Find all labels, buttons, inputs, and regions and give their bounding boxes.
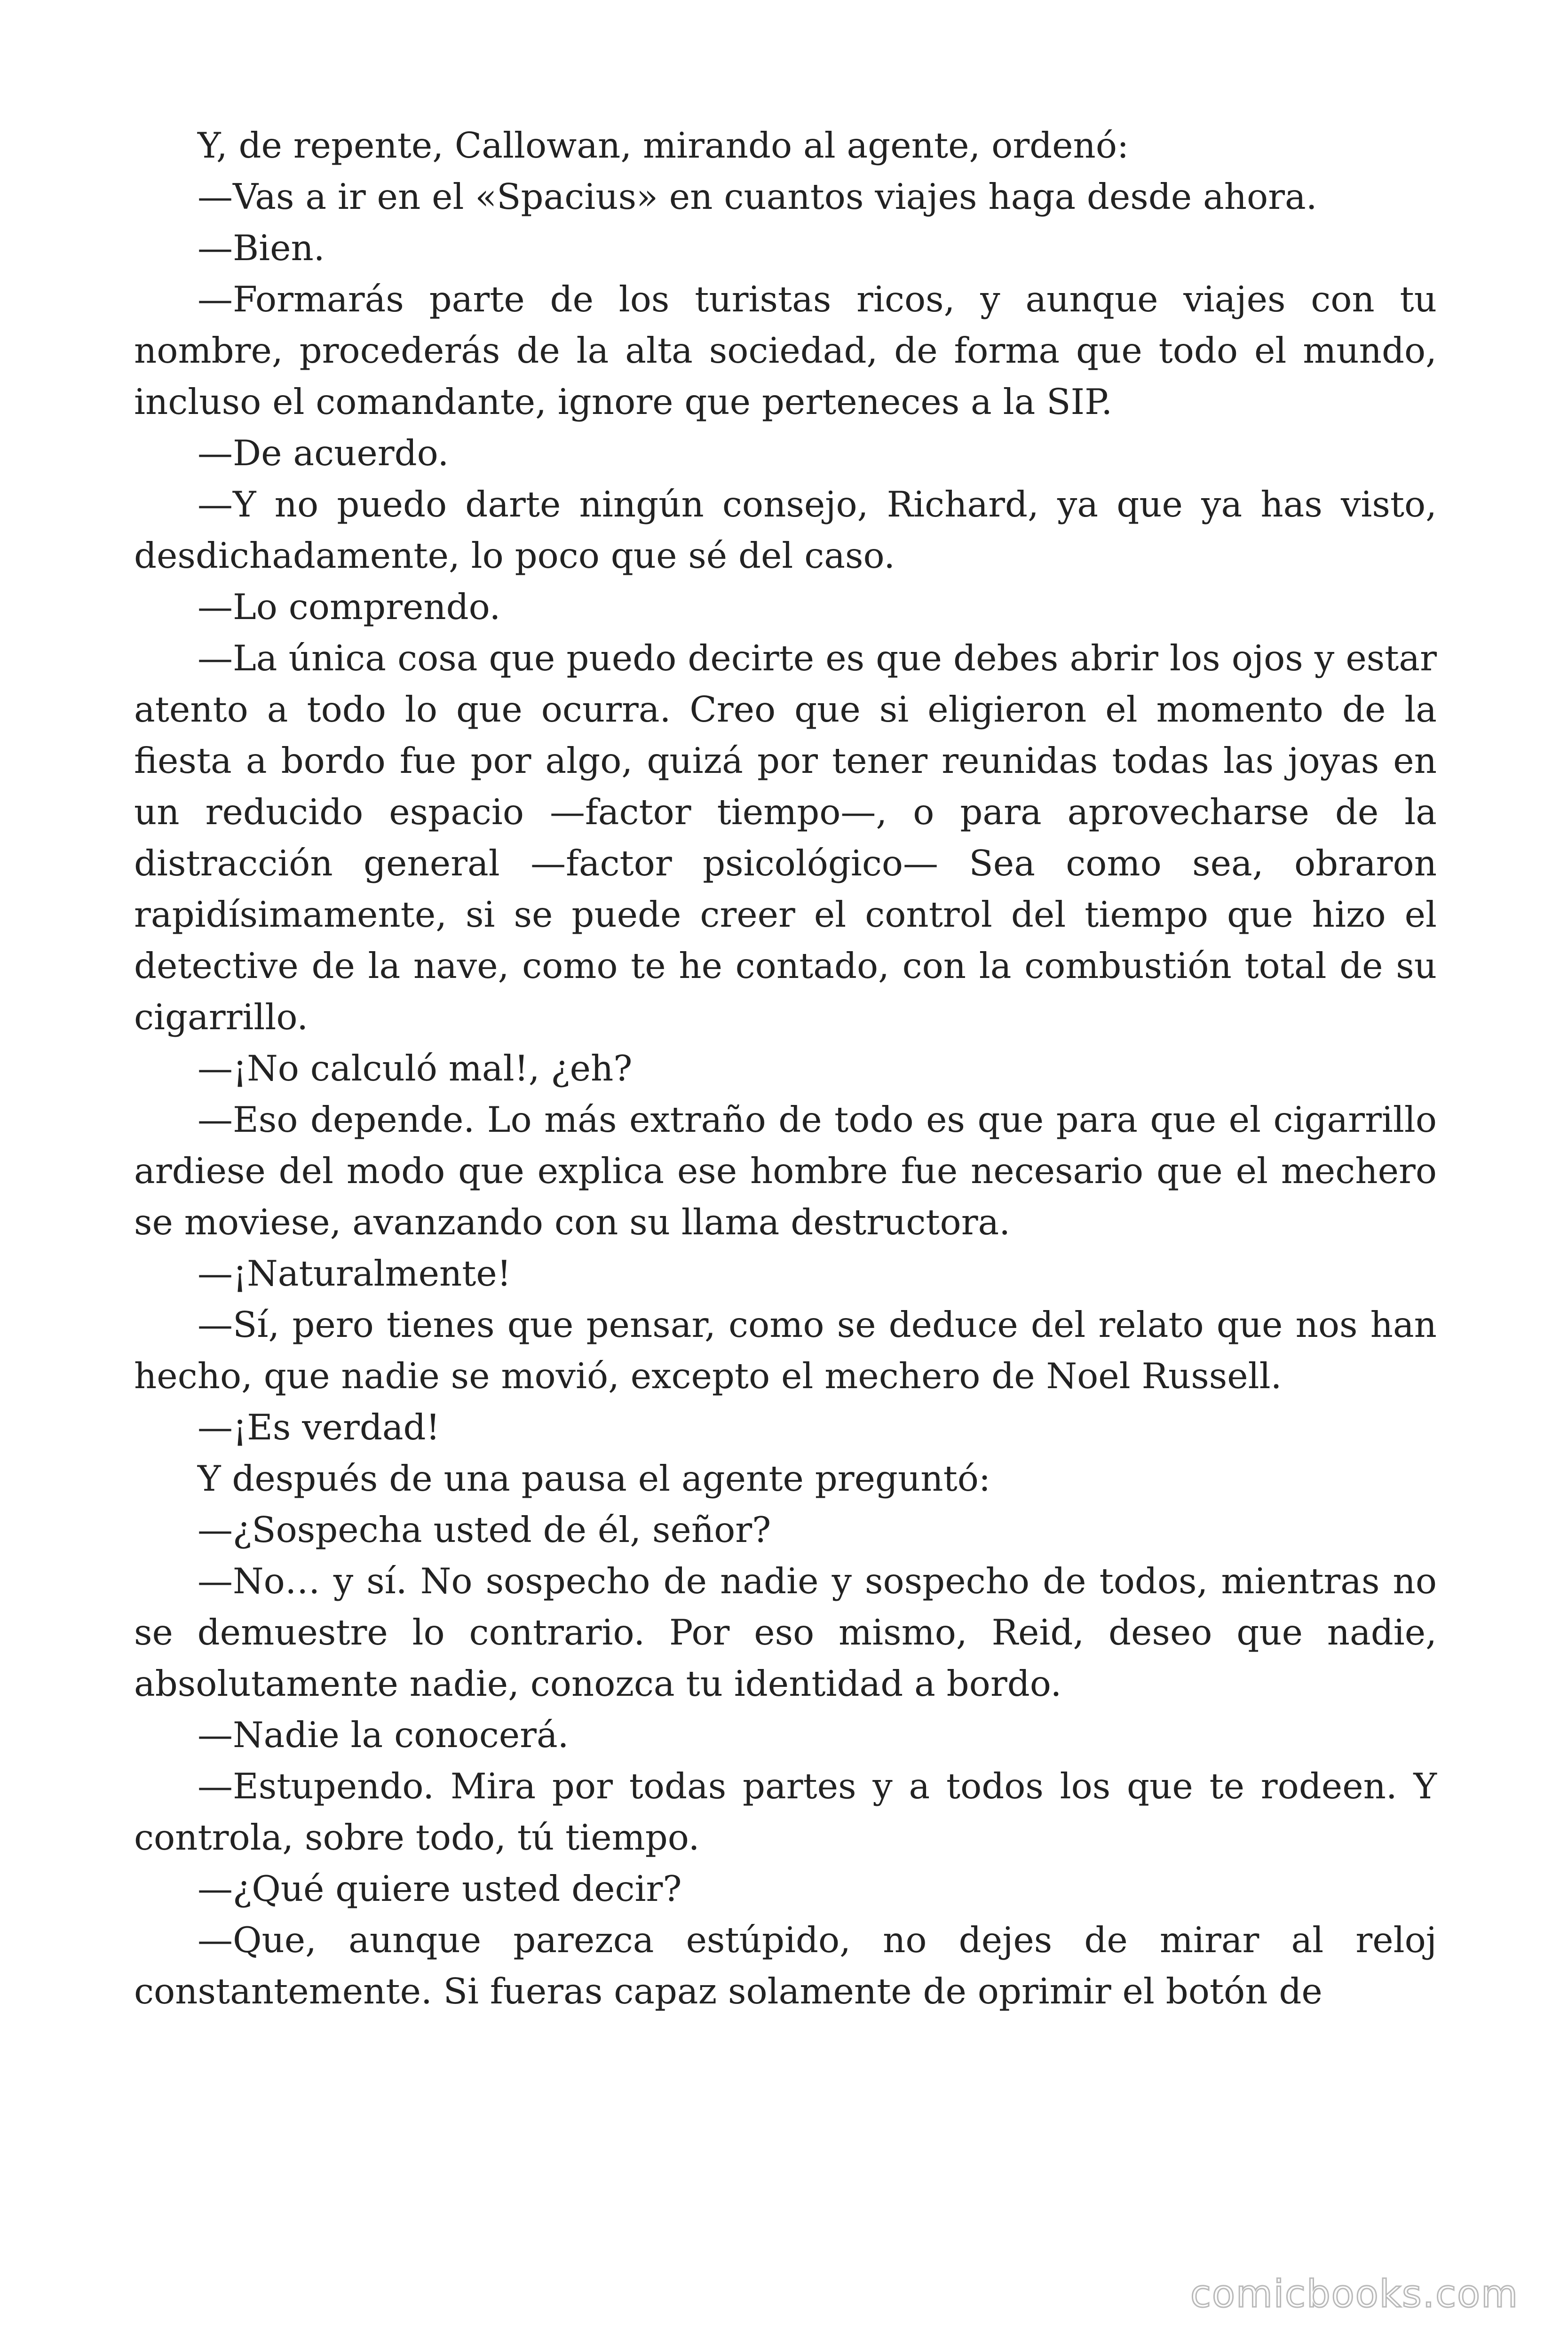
paragraph-14: Y después de una pausa el agente preguntó: xyxy=(198,1458,991,1499)
paragraph-12: —Sí, pero tienes que pensar, como se deduce del relato que nos han hecho, que nadie se movió, excepto el mechero de Noel Russell. xyxy=(134,1304,1437,1397)
paragraph-7: —Lo comprendo. xyxy=(198,586,501,628)
paragraph-15: —¿Sospecha usted de él, señor? xyxy=(198,1509,771,1550)
paragraph-16: —No… y sí. No sospecho de nadie y sospecho de todos, mientras no se demuestre lo contrario. Por eso mismo, Reid, deseo que nadie, absolutamente nadie, conozca tu identidad a bordo. xyxy=(134,1560,1437,1704)
paragraph-9: —¡No calculó mal!, ¿eh? xyxy=(198,1048,633,1089)
watermark: comicbooks.com xyxy=(1190,2272,1519,2316)
paragraph-11: —¡Naturalmente! xyxy=(198,1253,511,1294)
paragraph-4: —Formarás parte de los turistas ricos, y aunque viajes con tu nombre, procederás de la alta sociedad, de forma que todo el mundo, incluso el comandante, ignore que perteneces a la SIP. xyxy=(134,278,1437,422)
paragraph-2: —Vas a ir en el «Spacius» en cuantos viajes haga desde ahora. xyxy=(198,176,1317,217)
paragraph-20: —Que, aunque parezca estúpido, no dejes de mirar al reloj constantemente. Si fueras capaz solamente de oprimir el botón de xyxy=(134,1919,1437,2012)
paragraph-10: —Eso depende. Lo más extraño de todo es que para que el cigarrillo ardiese del modo que explica ese hombre fue necesario que el mechero se moviese, avanzando con su llama destructora. xyxy=(134,1099,1437,1243)
paragraph-13: —¡Es verdad! xyxy=(198,1406,440,1448)
body-text xyxy=(134,120,1437,2017)
paragraph-3: —Bien. xyxy=(198,227,325,269)
paragraph-8: —La única cosa que puedo decirte es que debes abrir los ojos y estar atento a todo lo que ocurra. Creo que si eligieron el momento de la fiesta a bordo fue por algo, quizá por tener reunidas todas las joyas en un reducido espacio —factor tiempo—, o para aprovecharse de la distracción general —factor psicológico— Sea como sea, obraron rapidísimamente, si se puede creer el control del tiempo que hizo el detective de la nave, como te he contado, con la combustión total de su cigarrillo. xyxy=(134,637,1437,1038)
paragraph-1: Y, de repente, Callowan, mirando al agente, ordenó: xyxy=(198,125,1129,166)
paragraph-19: —¿Qué quiere usted decir? xyxy=(198,1868,682,1909)
paragraph-18: —Estupendo. Mira por todas partes y a todos los que te rodeen. Y controla, sobre todo, tú tiempo. xyxy=(134,1765,1437,1858)
paragraph-17: —Nadie la conocerá. xyxy=(198,1714,569,1756)
paragraph-5: —De acuerdo. xyxy=(198,432,449,474)
paragraph-6: —Y no puedo darte ningún consejo, Richard, ya que ya has visto, desdichadamente, lo poco que sé del caso. xyxy=(134,484,1437,576)
